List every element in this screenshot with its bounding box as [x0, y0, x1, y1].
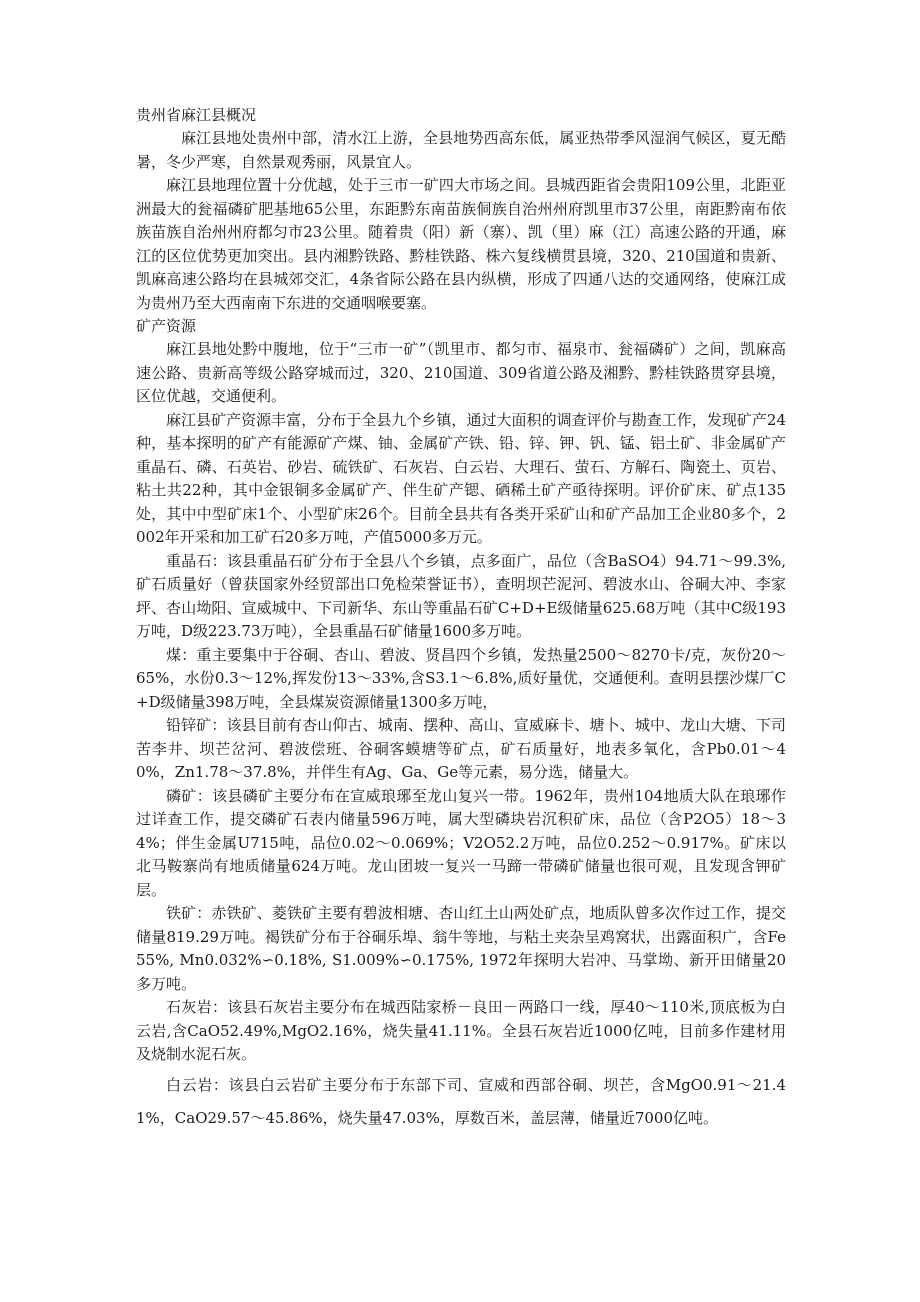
mineral-paragraph-overview: 麻江县矿产资源丰富，分布于全县九个乡镇，通过大面积的调查评价与勘查工作，发现矿产24种，基本探明的矿产有能源矿产煤、铀、金属矿产铁、铅、锌、钾、钒、锰、铝土矿、非金属矿产重晶石、磷、石英岩、砂岩、硫铁矿、石灰岩、白云岩、大理石、萤石、方解石、陶瓷土、页岩、粘土共22种，其中金银铜多金属矿产、伴生矿产锶、硒稀土矿产亟待探明。评价矿床、矿点135处，其中中型矿床1个、小型矿床26个。目前全县共有各类开采矿山和矿产品加工企业80多个，2002年开采和加工矿石20多万吨，产值5000多万元。 — [136, 410, 786, 546]
section-heading-minerals: 矿产资源 — [136, 317, 197, 335]
intro-paragraph: 麻江县地处贵州中部，清水江上游，全县地势西高东低，属亚热带季风湿润气候区，夏无酷暑，冬少严寒，自然景观秀丽，风景宜人。 — [136, 129, 786, 171]
mineral-paragraph-coal: 煤：重主要集中于谷硐、杏山、碧波、贤昌四个乡镇，发热量2500～8270卡/克，灰份20～65%，水份0.3～12%,挥发份13～33%,含S3.1～6.8%,质好量优，交通便利。查明县摆沙煤厂C+D级储量398万吨，全县煤炭资源储量1300多万吨， — [136, 645, 786, 711]
mineral-paragraph-phosphate: 磷矿：该县磷矿主要分布在宣威琅琊至龙山复兴一带。1962年，贵州104地质大队在琅琊作过详查工作，提交磷矿石表内储量596万吨，属大型磷块岩沉积矿床，品位（含P2O5）18～34%；伴生金属U715吨，品位0.02～0.069%；V2O52.2万吨，品位0.252～0.917%。矿床以北马鞍寨尚有地质储量624万吨。龙山团坡一复兴一马蹄一带磷矿储量也很可观，且发现含钾矿层。 — [136, 786, 786, 899]
intro-paragraph: 麻江县地理位置十分优越，处于三市一矿四大市场之间。县城西距省会贵阳109公里，北距亚洲最大的瓮福磷矿肥基地65公里，东距黔东南苗族侗族自治州州府凯里市37公里，南距黔南布依族苗族自治州州府都匀市23公里。随着贵（阳）新（寨）、凯（里）麻（江）高速公路的开通，麻江的区位优势更加突出。县内湘黔铁路、黔桂铁路、株六复线横贯县境，320、210国道和贵新、凯麻高速公路均在县城郊交汇，4条省际公路在县内纵横，形成了四通八达的交通网络，使麻江成为贵州乃至大西南南下东进的交通咽喉要塞。 — [136, 176, 786, 312]
mineral-paragraph-barite: 重晶石：该县重晶石矿分布于全县八个乡镇，点多面广，品位（含BaSO4）94.71～99.3%, 矿石质量好（曾获国家外经贸部出口免检荣誉证书），查明坝芒泥河、碧波水山、谷硐大冲、李家坪、杏山坳阳、宣威城中、下司新华、东山等重晶石矿C+D+E级储量625.68万吨（其中C级193万吨，D级223.73万吨），全县重晶石矿储量1600多万吨。 — [136, 551, 786, 640]
document-title: 贵州省麻江县概况 — [136, 106, 257, 124]
mineral-paragraph-location: 麻江县地处黔中腹地，位于“三市一矿”（凯里市、都匀市、福泉市、瓮福磷矿）之间，凯麻高速公路、贵新高等级公路穿城而过，320、210国道、309省道公路及湘黔、黔桂铁路贯穿县境，区位优越，交通便利。 — [136, 340, 786, 405]
mineral-paragraph-limestone: 石灰岩：该县石灰岩主要分布在城西陆家桥－良田－两路口一线，厚40～110米,顶底板为白云岩,含CaO52.49%,MgO2.16%，烧失量41.11%。全县石灰岩近1000亿吨，目前多作建材用及烧制水泥石灰。 — [136, 998, 786, 1063]
mineral-paragraph-dolomite: 白云岩：该县白云岩矿主要分布于东部下司、宣威和西部谷硐、坝芒，含MgO0.91～21.41%，CaO29.57～45.86%，烧失量47.03%，厚数百米，盖层薄，储量近7000亿吨。 — [136, 1075, 786, 1127]
mineral-paragraph-lead-zinc: 铅锌矿：该县目前有杏山仰古、城南、摆种、高山、宣威麻卡、塘卜、城中、龙山大塘、下司苦李井、坝芒岔河、碧波偿班、谷硐客蟆塘等矿点，矿石质量好，地表多氧化，含Pb0.01～40%，Zn1.78～37.8%，并伴生有Ag、Ga、Ge等元素，易分选，储量大。 — [136, 716, 786, 781]
mineral-paragraph-iron: 铁矿：赤铁矿、菱铁矿主要有碧波相塘、杏山红土山两处矿点，地质队曾多次作过工作，提交储量819.29万吨。褐铁矿分布于谷硐乐埠、翁牛等地，与粘土夹杂呈鸡窝状，出露面积广，含Fe55%, Mn0.032%∽0.18%, S1.009%∽0.175%, 1972年探明大岩冲、马掌坳、新开田储量20多万吨。 — [136, 904, 786, 993]
document-page — [136, 104, 786, 1135]
